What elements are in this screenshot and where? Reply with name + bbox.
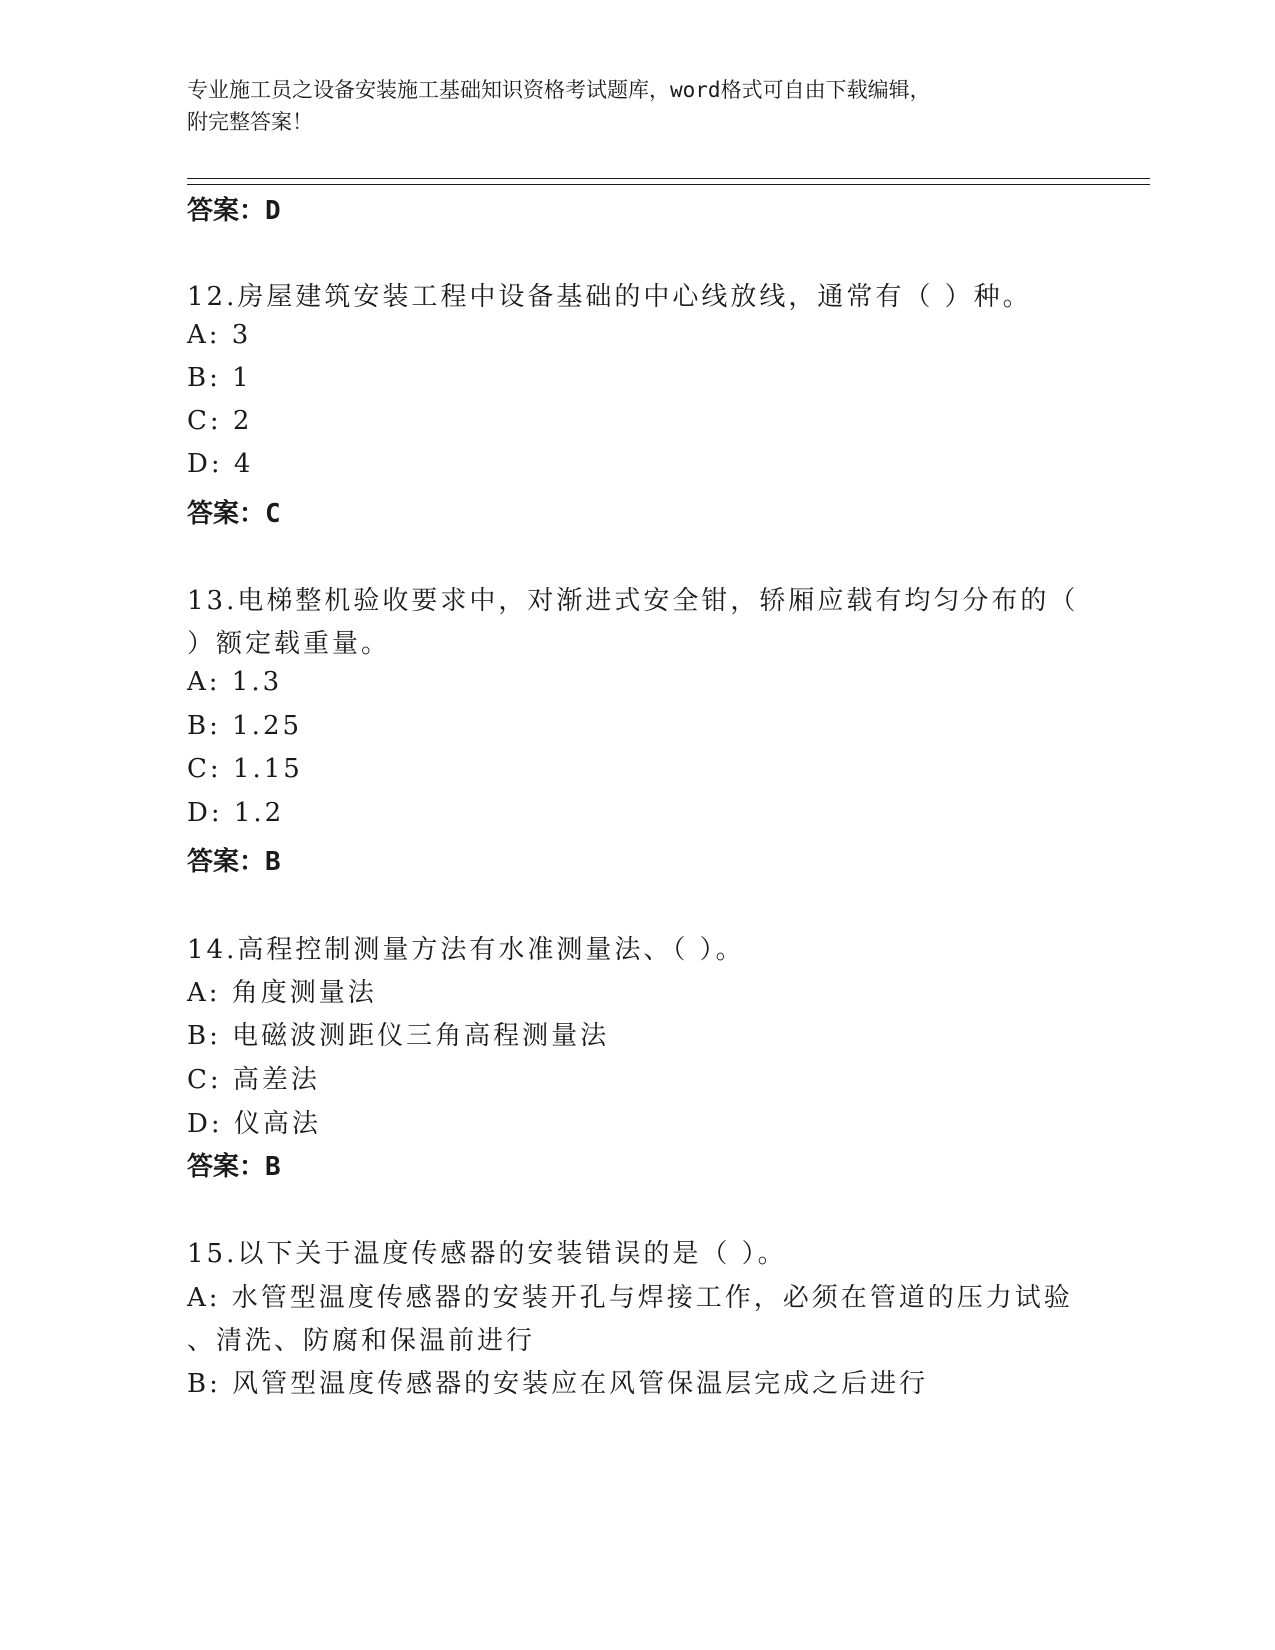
- question-14-option-a: A: 角度测量法: [187, 978, 377, 1008]
- document-header: [187, 74, 1087, 138]
- answer-13: 答案：B: [187, 847, 281, 877]
- question-12-option-d: D: 4: [187, 449, 254, 479]
- question-14-stem: 14.高程控制测量方法有水准测量法、（ ）。: [187, 935, 745, 965]
- question-14-option-d: D: 仪高法: [187, 1109, 321, 1139]
- question-13-stem-line-2: ）额定载重量。: [187, 629, 391, 659]
- question-14-option-c: C: 高差法: [187, 1065, 320, 1095]
- header-line-2: 附完整答案！: [187, 110, 313, 134]
- question-13-option-c: C: 1.15: [187, 754, 303, 784]
- question-12-option-a: A: 3: [187, 320, 252, 350]
- question-15-stem: 15.以下关于温度传感器的安装错误的是（ ）。: [187, 1239, 787, 1269]
- question-15-option-a-line-1: A: 水管型温度传感器的安装开孔与焊接工作，必须在管道的压力试验: [187, 1283, 1073, 1313]
- question-12-stem: 12.房屋建筑安装工程中设备基础的中心线放线，通常有（ ）种。: [187, 282, 1032, 312]
- question-12-option-c: C: 2: [187, 406, 253, 436]
- header-divider-bottom: [187, 184, 1150, 185]
- answer-11: 答案：D: [187, 196, 281, 226]
- question-12-option-b: B: 1: [187, 363, 252, 393]
- question-15-option-b: B: 风管型温度传感器的安装应在风管保温层完成之后进行: [187, 1369, 929, 1399]
- question-15-option-a-line-2: 、清洗、防腐和保温前进行: [187, 1326, 536, 1356]
- answer-14: 答案：B: [187, 1152, 281, 1182]
- header-divider-top: [187, 178, 1150, 179]
- header-line-1: 专业施工员之设备安装施工基础知识资格考试题库，word格式可自由下载编辑，: [187, 78, 931, 102]
- question-13-option-a: A: 1.3: [187, 667, 283, 697]
- question-13-option-b: B: 1.25: [187, 711, 303, 741]
- answer-12: 答案：C: [187, 499, 281, 529]
- question-14-option-b: B: 电磁波测距仪三角高程测量法: [187, 1021, 610, 1051]
- question-13-option-d: D: 1.2: [187, 798, 285, 828]
- question-13-stem-line-1: 13.电梯整机验收要求中，对渐进式安全钳，轿厢应载有均匀分布的（: [187, 586, 1079, 616]
